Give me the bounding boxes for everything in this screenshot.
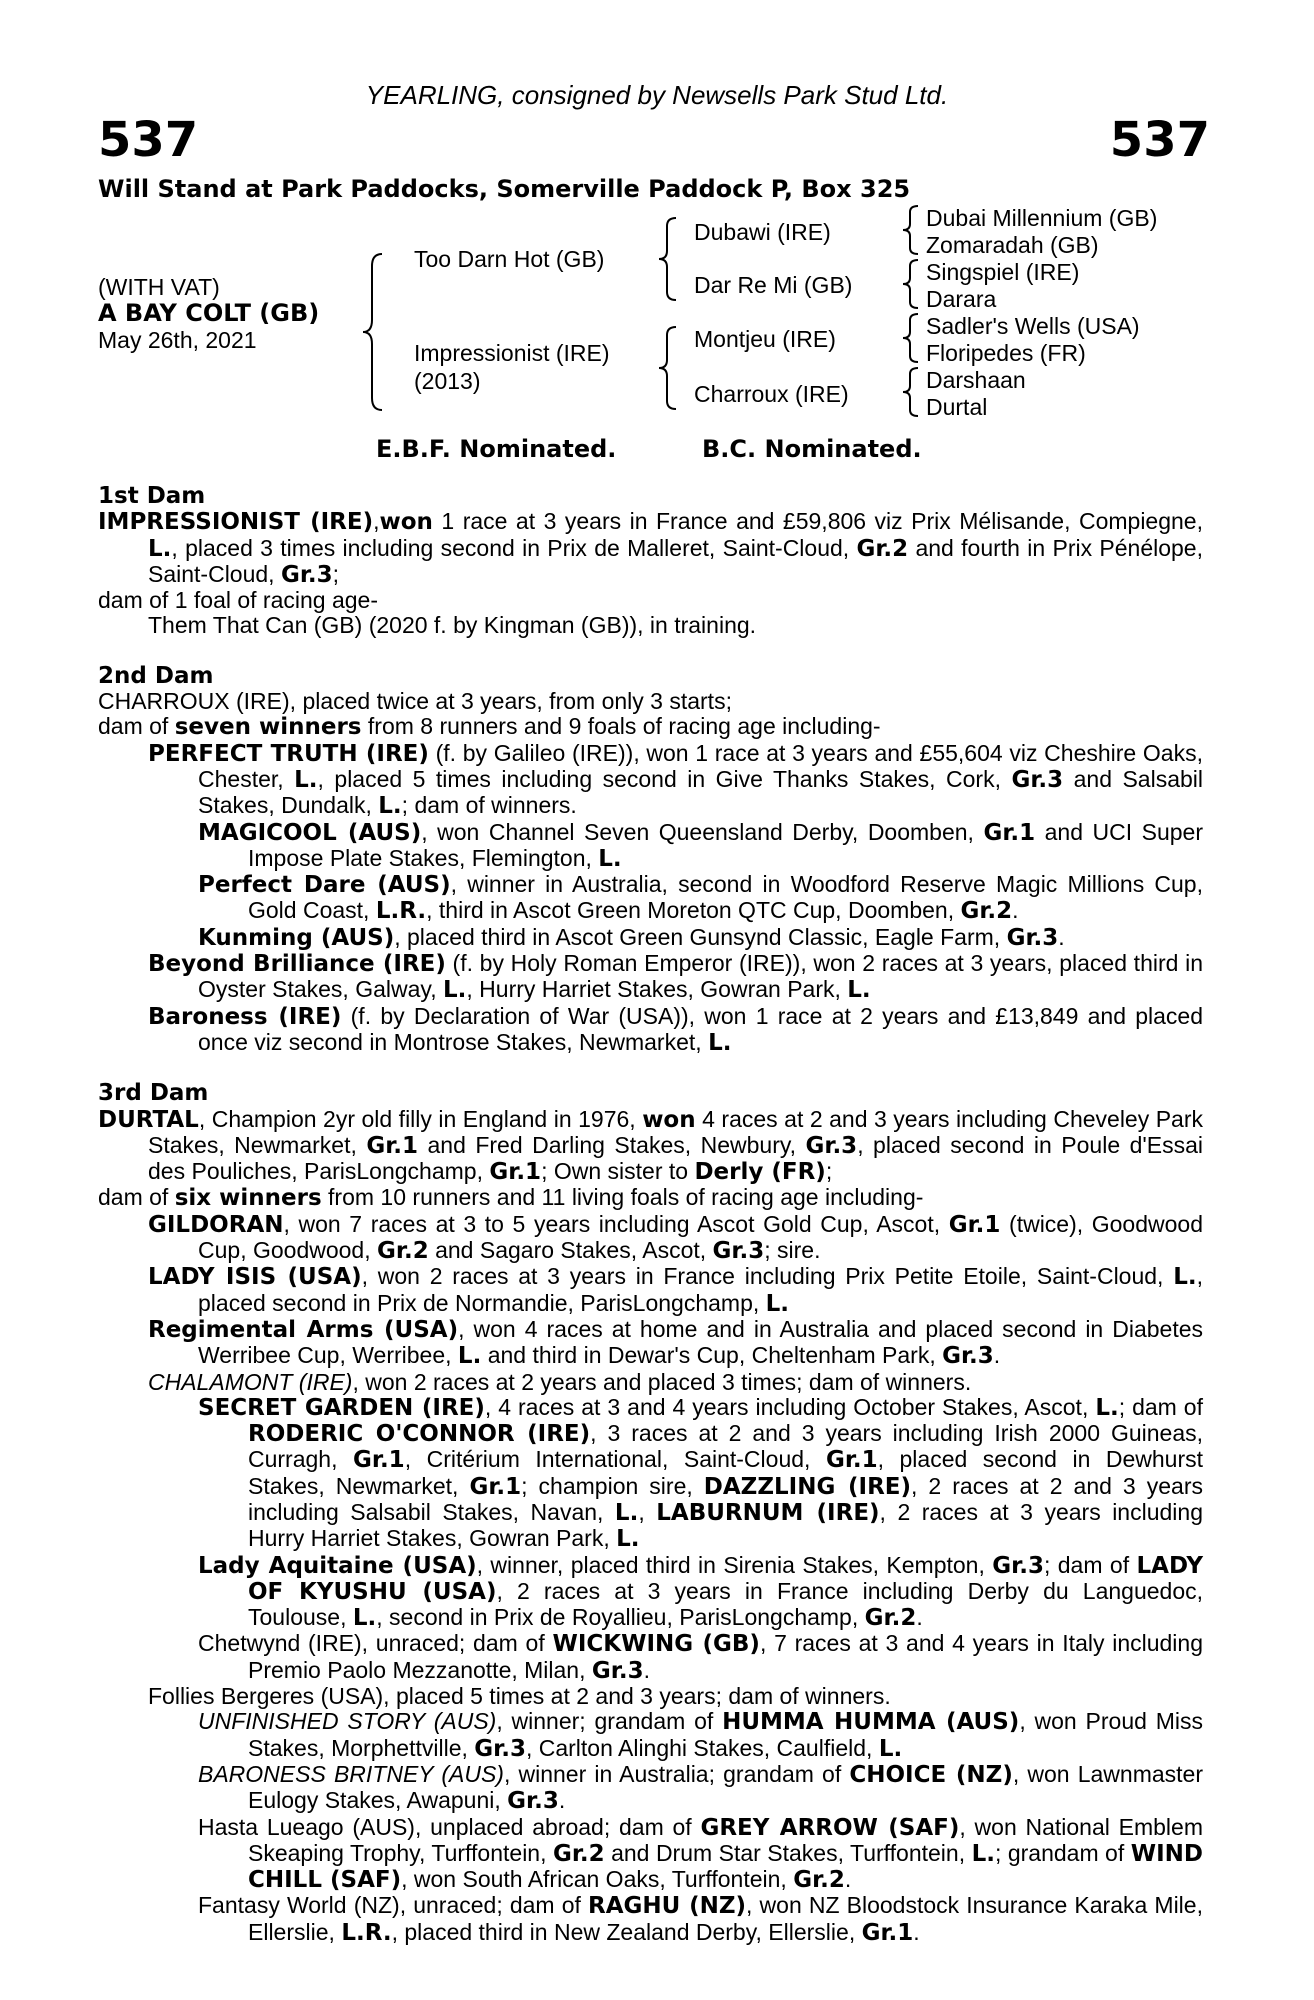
catalogue-body: [98, 484, 1203, 1946]
bold-text: RAGHU (NZ): [588, 1893, 747, 1920]
bold-text: Gr.1: [469, 1473, 522, 1500]
bold-text: L.: [1095, 1394, 1119, 1421]
bold-text: Lady Aquitaine (USA): [198, 1552, 477, 1579]
text-run: , won 7 races at 3 to 5 years including Ascot Gold Cup, Ascot,: [283, 1210, 949, 1237]
text-run: .: [1012, 897, 1019, 924]
pedigree-entry: [98, 1004, 1203, 1057]
text-run: Fantasy World (NZ), unraced; dam of: [198, 1892, 589, 1919]
bold-text: GILDORAN: [148, 1211, 284, 1238]
bold-text: MAGICOOL (AUS): [198, 819, 422, 846]
bold-text: Gr.2: [793, 1867, 845, 1894]
brace-g4: [900, 366, 924, 418]
pedigree-entry: [98, 1370, 1203, 1395]
bold-text: DAZZLING (IRE): [703, 1473, 912, 1500]
pedigree-entry: [98, 588, 1203, 613]
bold-text: L.: [457, 1343, 482, 1370]
dam-sire: Montjeu (IRE): [694, 326, 836, 352]
ebf-nominated: E.B.F. Nominated.: [376, 435, 617, 463]
bold-text: L.: [847, 977, 871, 1004]
text-run: , 3 races at 2 and 3 years including Irish 2000 Guineas, Curragh,: [248, 1420, 1203, 1473]
bold-text: WIND CHILL (SAF): [248, 1840, 1203, 1894]
bold-text: L.: [708, 1029, 732, 1056]
bold-text: L.: [148, 535, 172, 562]
bold-text: PERFECT TRUTH (IRE): [148, 740, 429, 767]
text-run: dam of: [98, 713, 175, 740]
text-run: , 2 races at 2 and 3 years including Salsabil Stakes, Navan,: [248, 1472, 1203, 1525]
text-run: ;: [825, 1158, 833, 1185]
bold-text: Baroness (IRE): [148, 1003, 342, 1030]
dam-year: (2013): [414, 368, 481, 394]
dam: Impressionist (IRE): [414, 340, 610, 366]
text-run: , 2 races at 3 years in France including Derby du Languedoc, Toulouse,: [248, 1577, 1204, 1631]
pedigree-entry: [98, 872, 1203, 925]
brace-generation-1: [360, 252, 390, 412]
g3-sadlers-wells: Sadler's Wells (USA): [926, 313, 1140, 339]
bold-text: Gr.2: [552, 1840, 605, 1867]
text-run: , winner in Australia; grandam of: [503, 1760, 850, 1787]
stand-location: Will Stand at Park Paddocks, Somerville Paddock P, Box 325: [98, 175, 911, 203]
bold-text: RODERIC O'CONNOR (IRE): [248, 1421, 591, 1448]
pedigree-entry: [98, 1212, 1203, 1265]
pedigree-entry: [98, 1107, 1203, 1186]
pedigree-entry: [98, 1684, 1203, 1709]
text-run: Them That Can (GB) (2020 f. by Kingman (GB)), in training.: [148, 612, 757, 639]
bold-text: LADY ISIS (USA): [148, 1264, 362, 1291]
bold-text: Gr.3: [1011, 766, 1064, 793]
text-run: ,: [638, 1498, 657, 1525]
bold-text: won: [642, 1106, 696, 1133]
bold-text: Derly (FR): [694, 1159, 826, 1186]
bold-text: L.: [971, 1840, 995, 1867]
bold-text: HUMMA HUMMA (AUS): [722, 1709, 1020, 1736]
sire-dam: Dar Re Mi (GB): [694, 272, 853, 298]
vat-note: (WITH VAT): [98, 274, 220, 300]
bold-text: Gr.1: [366, 1132, 419, 1159]
brace-g1: [900, 204, 924, 256]
section-heading: 3rd Dam: [98, 1080, 209, 1107]
bold-text: Regimental Arms (USA): [148, 1316, 459, 1343]
text-run: ; dam of winners.: [401, 792, 577, 819]
bold-text: L.: [352, 1605, 377, 1632]
pedigree-entry: [98, 689, 1203, 714]
text-run: , winner; grandam of: [496, 1708, 723, 1735]
bold-text: Perfect Dare (AUS): [198, 872, 451, 899]
text-run: ; Own sister to: [541, 1158, 695, 1185]
bold-text: Kunming (AUS): [198, 924, 395, 951]
bold-text: Gr.3: [992, 1552, 1044, 1579]
bold-text: Gr.3: [1006, 924, 1059, 951]
text-run: dam of: [98, 1184, 175, 1211]
text-run: (twice), Goodwood Cup, Goodwood,: [198, 1210, 1204, 1264]
text-run: ; grandam of: [994, 1839, 1131, 1866]
section-heading: 2nd Dam: [98, 662, 214, 689]
pedigree-entry: [98, 820, 1203, 873]
bold-text: Gr.3: [712, 1238, 765, 1265]
pedigree-entry: [98, 925, 1203, 951]
text-run: , Critérium International, Saint-Cloud,: [404, 1446, 826, 1473]
text-run: , placed third in Ascot Green Gunsynd Classic, Eagle Farm,: [394, 923, 1007, 950]
text-run: (f. by Holy Roman Emperor (IRE)), won 2 races at 3 years, placed third in Oyster Stakes, Galway,: [198, 950, 1203, 1003]
bold-text: Gr.2: [856, 535, 909, 562]
text-run: ;: [332, 560, 340, 587]
bold-text: Gr.1: [825, 1447, 878, 1474]
text-run: and fourth in Prix Pénélope, Saint-Cloud,: [148, 534, 1203, 587]
g3-zomaradah: Zomaradah (GB): [926, 232, 1099, 258]
text-run: , 4 races at 3 and 4 years including October Stakes, Ascot,: [484, 1393, 1096, 1420]
text-run: , won National Emblem Skeaping Trophy, Turffontein,: [248, 1813, 1203, 1866]
pedigree-entry: [98, 1264, 1203, 1317]
horse-name: A BAY COLT (GB): [98, 299, 320, 327]
bold-text: Gr.1: [861, 1919, 914, 1946]
text-run: and Salsabil Stakes, Dundalk,: [198, 765, 1204, 819]
pedigree-entry: [98, 1815, 1203, 1894]
dam-dam: Charroux (IRE): [694, 381, 849, 407]
bold-text: Beyond Brilliance (IRE): [148, 951, 446, 978]
bold-text: L.: [378, 793, 402, 820]
text-run: .: [913, 1918, 920, 1945]
lot-number-right: 537: [1109, 112, 1210, 168]
bold-text: LABURNUM (IRE): [656, 1499, 880, 1526]
lot-number-left: 537: [98, 112, 199, 168]
bold-text: Gr.2: [377, 1238, 429, 1265]
foaling-date: May 26th, 2021: [98, 327, 257, 353]
bold-text: Gr.2: [864, 1605, 917, 1632]
italic-text: UNFINISHED STORY (AUS): [198, 1708, 497, 1735]
text-run: and Fred Darling Stakes, Newbury,: [418, 1131, 806, 1158]
bold-text: Gr.3: [280, 561, 333, 588]
pedigree-entry: [98, 741, 1203, 820]
text-run: Follies Bergeres (USA), placed 5 times at 2 and 3 years; dam of winners.: [148, 1683, 891, 1710]
text-run: , Hurry Harriet Stakes, Gowran Park,: [466, 976, 848, 1003]
text-run: ; champion sire,: [521, 1472, 704, 1499]
text-run: , won South African Oaks, Turffontein,: [401, 1866, 794, 1893]
brace-sire-parents: [656, 216, 682, 302]
text-run: ; sire.: [764, 1237, 821, 1264]
text-run: CHARROUX (IRE), placed twice at 3 years, from only 3 starts;: [98, 688, 732, 715]
pedigree-entry: [98, 509, 1203, 588]
bold-text: L.R.: [341, 1919, 392, 1946]
text-run: ; dam of: [1043, 1551, 1137, 1578]
g3-floripedes: Floripedes (FR): [926, 340, 1086, 366]
text-run: , placed second in Prix de Normandie, ParisLongchamp,: [198, 1263, 1203, 1316]
bold-text: won: [379, 509, 433, 536]
pedigree-entry: [98, 1709, 1203, 1762]
bold-text: LADY OF KYUSHU (USA): [248, 1552, 1204, 1605]
bold-text: L.: [765, 1290, 790, 1317]
pedigree-entry: [98, 1317, 1203, 1370]
consignment-line: YEARLING, consigned by Newsells Park Stud Ltd.: [365, 80, 949, 110]
text-run: and third in Dewar's Cup, Cheltenham Park,: [481, 1342, 943, 1369]
bold-text: L.R.: [375, 898, 427, 925]
bold-text: Gr.1: [489, 1159, 542, 1186]
text-run: .: [844, 1866, 852, 1893]
section-gap: [98, 639, 1203, 664]
section-heading: 1st Dam: [98, 483, 206, 509]
pedigree-entry: [98, 1185, 1203, 1211]
g3-dubai-millennium: Dubai Millennium (GB): [926, 205, 1158, 231]
italic-text: CHALAMONT (IRE): [148, 1368, 353, 1395]
bold-text: WICKWING (GB): [552, 1631, 760, 1658]
text-run: , won NZ Bloodstock Insurance Karaka Mile, Ellerslie,: [248, 1892, 1203, 1945]
text-run: , placed second in Dewhurst Stakes, Newmarket,: [248, 1446, 1204, 1499]
text-run: , placed 5 times including second in Give Thanks Stakes, Cork,: [317, 765, 1012, 792]
bold-text: DURTAL: [98, 1106, 199, 1133]
text-run: , won Proud Miss Stakes, Morphettville,: [248, 1708, 1203, 1761]
pedigree-entry: [98, 714, 1203, 740]
g3-darara: Darara: [926, 286, 997, 312]
section-gap: [98, 1056, 1203, 1081]
text-run: , winner in Australia, second in Woodford Reserve Magic Millions Cup, Gold Coast,: [248, 871, 1203, 924]
bold-text: L.: [442, 977, 467, 1004]
text-run: Hasta Lueago (AUS), unplaced abroad; dam of: [198, 1813, 701, 1840]
text-run: , placed 3 times including second in Prix de Malleret, Saint-Cloud,: [171, 534, 857, 561]
text-run: , won Channel Seven Queensland Derby, Doomben,: [421, 818, 984, 845]
bold-text: L.: [614, 1499, 639, 1526]
bold-text: L.: [616, 1526, 640, 1553]
pedigree-entry: [98, 1395, 1203, 1553]
bold-text: IMPRESSIONIST (IRE): [98, 509, 374, 536]
bold-text: CHOICE (NZ): [849, 1761, 1013, 1788]
text-run: 4 races at 2 and 3 years including Cheveley Park Stakes, Newmarket,: [148, 1105, 1204, 1158]
text-run: from 10 runners and 11 living foals of racing age including-: [321, 1184, 924, 1211]
text-run: and Drum Star Stakes, Turffontein,: [604, 1839, 972, 1866]
sire-sire: Dubawi (IRE): [694, 219, 831, 245]
text-run: , won 4 races at home and in Australia and placed second in Diabetes Werribee Cup, Werribee,: [198, 1315, 1204, 1369]
text-run: .: [558, 1787, 566, 1814]
bold-text: SECRET GARDEN (IRE): [198, 1394, 485, 1421]
italic-text: BARONESS BRITNEY (AUS): [198, 1760, 504, 1787]
pedigree-entry: [98, 1762, 1203, 1815]
text-run: and UCI Super Impose Plate Stakes, Flemington,: [248, 818, 1203, 871]
text-run: .: [1058, 923, 1065, 950]
bold-text: L.: [878, 1735, 903, 1762]
text-run: , Champion 2yr old filly in England in 1976,: [198, 1105, 643, 1132]
brace-g3: [900, 312, 924, 364]
text-run: .: [643, 1656, 650, 1683]
pedigree-entry: [98, 613, 1203, 638]
bold-text: six winners: [174, 1185, 322, 1212]
bold-text: Gr.3: [591, 1657, 644, 1684]
g3-darshaan: Darshaan: [926, 367, 1026, 393]
bold-text: GREY ARROW (SAF): [700, 1814, 960, 1841]
g3-singspiel: Singspiel (IRE): [926, 259, 1080, 285]
bold-text: Gr.3: [805, 1132, 858, 1159]
text-run: , winner, placed third in Sirenia Stakes, Kempton,: [476, 1551, 993, 1578]
text-run: Chetwynd (IRE), unraced; dam of: [198, 1630, 553, 1657]
text-run: and Sagaro Stakes, Ascot,: [428, 1237, 713, 1264]
brace-g2: [900, 258, 924, 310]
text-run: , placed second in Poule d'Essai des Pouliches, ParisLongchamp,: [148, 1131, 1204, 1185]
sire: Too Darn Hot (GB): [414, 246, 605, 272]
text-run: , Carlton Alinghi Stakes, Caulfield,: [525, 1734, 879, 1761]
bc-nominated: B.C. Nominated.: [702, 435, 922, 463]
bold-text: seven winners: [174, 714, 362, 741]
text-run: from 8 runners and 9 foals of racing age including-: [361, 713, 881, 740]
bold-text: Gr.1: [353, 1447, 405, 1474]
bold-text: L.: [598, 845, 622, 872]
text-run: 1 race at 3 years in France and £59,806 viz Prix Mélisande, Compiegne,: [432, 508, 1203, 535]
bold-text: Gr.1: [948, 1211, 1001, 1238]
bold-text: Gr.2: [960, 898, 1013, 925]
text-run: dam of 1 foal of racing age-: [98, 587, 378, 614]
pedigree-entry: [98, 1553, 1203, 1632]
text-run: , won 2 races at 3 years in France including Prix Petite Etoile, Saint-Cloud,: [361, 1263, 1174, 1290]
text-run: , won Lawnmaster Eulogy Stakes, Awapuni,: [248, 1760, 1203, 1814]
pedigree-entry: [98, 1893, 1203, 1946]
text-run: , 2 races at 3 years including Hurry Harriet Stakes, Gowran Park,: [248, 1498, 1203, 1552]
g3-durtal: Durtal: [926, 394, 988, 420]
bold-text: L.: [294, 766, 318, 793]
bold-text: Gr.3: [942, 1343, 994, 1370]
text-run: , placed third in New Zealand Derby, Ellerslie,: [391, 1918, 862, 1945]
text-run: ,: [373, 508, 380, 535]
pedigree-entry: [98, 951, 1203, 1004]
bold-text: Gr.1: [983, 819, 1036, 846]
text-run: (f. by Galileo (IRE)), won 1 race at 3 years and £55,604 viz Cheshire Oaks, Chester,: [198, 739, 1203, 792]
text-run: (f. by Declaration of War (USA)), won 1 race at 2 years and £13,849 and placed once viz second in Montrose Stakes, Newmarket,: [198, 1002, 1203, 1055]
text-run: , won 2 races at 2 years and placed 3 times; dam of winners.: [352, 1368, 972, 1395]
brace-dam-parents: [656, 325, 682, 411]
bold-text: L.: [1173, 1264, 1197, 1291]
text-run: .: [993, 1342, 1001, 1369]
bold-text: Gr.3: [474, 1735, 526, 1762]
bold-text: Gr.3: [507, 1788, 559, 1815]
text-run: , 7 races at 3 and 4 years in Italy including Premio Paolo Mezzanotte, Milan,: [248, 1630, 1204, 1683]
text-run: ; dam of: [1118, 1393, 1203, 1420]
pedigree-entry: [98, 1631, 1203, 1684]
text-run: .: [916, 1604, 923, 1631]
text-run: , third in Ascot Green Moreton QTC Cup, Doomben,: [426, 897, 961, 924]
text-run: , second in Prix de Royallieu, ParisLongchamp,: [376, 1604, 865, 1631]
